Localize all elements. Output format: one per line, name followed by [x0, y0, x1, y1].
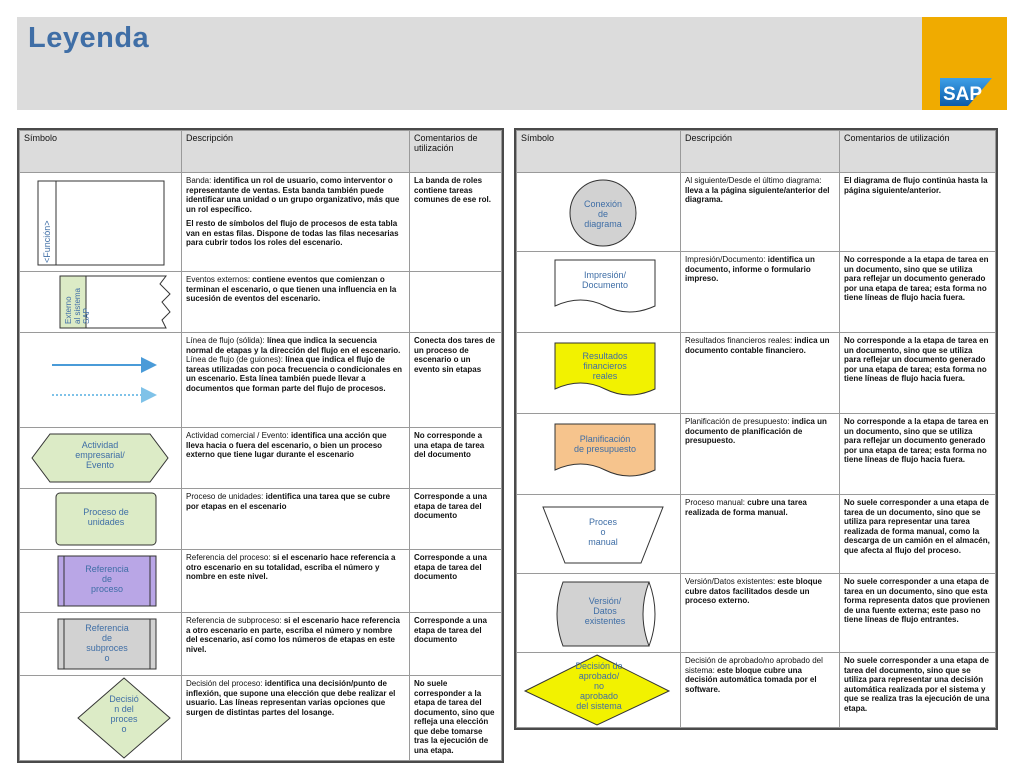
description-cell	[182, 489, 410, 550]
legend-row	[20, 173, 502, 272]
legend-row	[20, 428, 502, 489]
comment-cell: Conecta dos tares de un proceso de escenario o un evento sin etapas	[410, 333, 502, 428]
desc-term: Banda:	[186, 176, 212, 185]
desc-detail: este bloque cubre una decisión automática tomada por el software.	[685, 665, 817, 694]
description-cell	[182, 272, 410, 333]
comment-cell: No corresponde a la etapa de tarea en un documento, sino que se utiliza para reflejar un documento generado por una etapa de tarea; esta forma no tiene líneas de flujo hacia fuera.	[840, 333, 996, 414]
desc-detail: identifica un documento, informe o formulario impreso.	[685, 255, 815, 283]
comment-cell: Corresponde a una etapa de tarea del documento	[410, 550, 502, 613]
description-cell	[681, 414, 840, 495]
existing-data-shape	[517, 574, 679, 652]
description-cell	[182, 676, 410, 761]
external-event-shape	[20, 272, 180, 332]
unit-process-label: Proceso de unidades	[83, 507, 129, 527]
col-header-description: Descripción	[182, 131, 410, 173]
desc-term: Actividad comercial / Evento:	[186, 431, 289, 440]
legend-row	[20, 489, 502, 550]
legend-row	[517, 333, 996, 414]
desc-term: Referencia de subproceso:	[186, 616, 282, 625]
legend-row	[20, 272, 502, 333]
desc-term: Decisión de aprobado/no aprobado del sistema:	[685, 656, 823, 675]
financial-results-label: Resultados financieros reales	[582, 351, 628, 381]
comment-cell: No suele corresponder a la etapa de tarea del documento, sino que refleja una elección que debe tomarse tras la ejecución de una etapa.	[410, 676, 502, 761]
comment-cell: No corresponde a la etapa de tarea en un documento, sino que se utiliza para reflejar un documento generado por una etapa de tarea; esta forma no tiene líneas de flujo hacia fuera.	[840, 252, 996, 333]
description-cell	[182, 550, 410, 613]
process-reference-shape	[20, 550, 180, 612]
comment-cell: El diagrama de flujo continúa hasta la página siguiente/anterior.	[840, 173, 996, 252]
description-cell	[681, 173, 840, 252]
symbol-cell	[20, 550, 182, 613]
comment-cell: No suele corresponder a una etapa de tarea en un documento, sino que esta forma representa datos que provienen de una fuente externa; este paso no tiene líneas de flujo entrantes.	[840, 574, 996, 653]
desc-extra: El resto de símbolos del flujo de procesos de esta tabla van en estas filas. Dispone de todas las filas necesarias para cubrir todos los roles del escenario.	[186, 219, 399, 247]
symbol-cell	[517, 653, 681, 728]
desc-term: Resultados financieros reales:	[685, 336, 793, 345]
legend-row	[20, 613, 502, 676]
symbol-cell	[517, 574, 681, 653]
desc-detail: indica un documento contable financiero.	[685, 336, 830, 355]
symbol-cell	[20, 173, 182, 272]
description-cell	[182, 173, 410, 272]
header-band	[17, 17, 1007, 110]
sap-logo	[940, 78, 992, 106]
right-legend-table	[516, 130, 996, 728]
desc-term-2: Línea de flujo (de guiones):	[186, 355, 283, 364]
process-reference-label: Referencia de proceso	[85, 564, 129, 594]
col-header-description: Descripción	[681, 131, 840, 173]
role-band-label: <Función>	[42, 220, 52, 263]
desc-term: Impresión/Documento:	[685, 255, 766, 264]
comment-cell: Corresponde a una etapa de tarea del documento	[410, 613, 502, 676]
desc-term: Eventos externos:	[186, 275, 251, 284]
existing-data-label: Versión/ Datos existentes	[584, 596, 626, 626]
legend-row	[517, 574, 996, 653]
description-cell	[182, 613, 410, 676]
comment-cell: No suele corresponder a una etapa de tarea de un documento, sino que se utiliza para representar una tarea realizada de forma manual, como la descarga de un camión en el almacén, que afecta al flujo del proceso.	[840, 495, 996, 574]
desc-term: Referencia del proceso:	[186, 553, 271, 562]
external-event-label: Externoal sistemaSAP	[64, 287, 91, 324]
desc-term: Planificación de presupuesto:	[685, 417, 790, 426]
col-header-symbol: Símbolo	[20, 131, 182, 173]
desc-detail: cubre una tarea realizada de forma manual.	[685, 498, 807, 517]
desc-detail: si el escenario hace referencia a otro escenario en su totalidad, escriba el número y nombre en este nivel.	[186, 553, 396, 581]
comment-cell: Corresponde a una etapa de tarea del documento	[410, 489, 502, 550]
description-cell	[182, 428, 410, 489]
subprocess-reference-shape	[20, 613, 180, 675]
unit-process-shape	[20, 489, 180, 549]
desc-detail: identifica una acción que lleva hacia o fuera del escenario, o bien un proceso externo que tiene lugar durante el escenario	[186, 431, 387, 459]
legend-row	[517, 653, 996, 728]
desc-detail: indica un documento de planificación de presupuesto.	[685, 417, 827, 445]
comment-cell: No corresponde a una etapa de tarea del documento	[410, 428, 502, 489]
role-band-shape	[20, 173, 180, 271]
system-decision-shape	[517, 653, 679, 727]
desc-term: Decisión del proceso:	[186, 679, 263, 688]
print-document-shape	[517, 252, 679, 332]
budget-planning-shape	[517, 414, 679, 494]
business-activity-shape	[20, 428, 180, 488]
legend-row	[20, 676, 502, 761]
col-header-symbol: Símbolo	[517, 131, 681, 173]
symbol-cell	[20, 333, 182, 428]
symbol-cell	[20, 428, 182, 489]
symbol-cell	[20, 489, 182, 550]
sap-logo-text: SAP	[943, 84, 983, 105]
description-cell	[681, 495, 840, 574]
col-header-comments: Comentarios de utilización	[840, 131, 996, 173]
symbol-cell	[20, 676, 182, 761]
financial-results-shape	[517, 333, 679, 413]
page-title: Leyenda	[28, 22, 150, 54]
desc-detail: identifica una decisión/punto de inflexión, que supone una elección que debe realizar el usuario. Las líneas representan varias opciones que surgen de distintas partes del losange.	[186, 679, 396, 717]
legend-row	[20, 333, 502, 428]
flow-lines	[20, 333, 180, 427]
manual-process-label: Proces o manual	[588, 517, 618, 547]
symbol-cell	[517, 173, 681, 252]
budget-planning-label: Planificación de presupuesto	[573, 434, 637, 454]
col-header-comments: Comentarios de utilización	[410, 131, 502, 173]
process-decision-label: Decisió n del proces o	[109, 694, 139, 734]
desc-detail: contiene eventos que comienzan o terminan el escenario, o que tienen una influencia en la sucesión de eventos del escenario.	[186, 275, 397, 303]
symbol-cell	[20, 272, 182, 333]
description-cell	[681, 574, 840, 653]
legend-row	[517, 414, 996, 495]
desc-term: Al siguiente/Desde el último diagrama:	[685, 176, 822, 185]
desc-term: Proceso manual:	[685, 498, 746, 507]
desc-detail: identifica un rol de usuario, como interventor o representante de ventas. Esta banda también puede identificar una unidad o un grupo organizativo, más que un rol específico.	[186, 176, 400, 214]
left-legend-table	[19, 130, 502, 761]
desc-detail: si el escenario hace referencia a otro escenario en parte, escriba el número y nombre del escenario, así como los números de etapas en este nivel.	[186, 616, 400, 654]
desc-term: Línea de flujo (sólida):	[186, 336, 265, 345]
manual-process-shape	[517, 495, 679, 573]
desc-detail: este bloque cubre datos facilitados desde un proceso externo.	[685, 577, 822, 605]
legend-row	[20, 550, 502, 613]
symbol-cell	[20, 613, 182, 676]
comment-cell: No suele corresponder a una etapa de tarea del documento, sino que se utiliza para representar una decisión automática realizada por el sistema y que se realiza tras la ejecución de una etapa.	[840, 653, 996, 728]
comment-cell: La banda de roles contiene tareas comunes de ese rol.	[410, 173, 502, 272]
comment-cell: No corresponde a la etapa de tarea en un documento, sino que se utiliza para reflejar un documento generado por una etapa de tarea; esta forma no tiene líneas de flujo hacia fuera.	[840, 414, 996, 495]
desc-detail: línea que indica la secuencia normal de etapas y la dirección del flujo en el escenario.	[186, 336, 401, 355]
legend-row	[517, 173, 996, 252]
symbol-cell	[517, 333, 681, 414]
diagram-connection-shape	[517, 173, 679, 251]
legend-row	[517, 252, 996, 333]
description-cell	[182, 333, 410, 428]
symbol-cell	[517, 252, 681, 333]
desc-detail-2: línea que indica el flujo de tareas utilizadas con poca frecuencia o condicionales en un escenario. Esta línea también puede llevar a documentos que forman parte del flujo de procesos.	[186, 355, 403, 393]
legend-row	[517, 495, 996, 574]
desc-detail: identifica una tarea que se cubre por etapas en el escenario	[186, 492, 391, 511]
description-cell	[681, 252, 840, 333]
subprocess-reference-label: Referencia de subproces o	[85, 623, 129, 663]
system-decision-label: Decisión de aprobado/ no aprobado del sistema	[575, 661, 623, 711]
symbol-cell	[517, 495, 681, 574]
process-decision-shape	[20, 676, 180, 760]
diagram-connection-label: Conexión de diagrama	[583, 199, 623, 229]
desc-term: Proceso de unidades:	[186, 492, 264, 501]
description-cell	[681, 653, 840, 728]
desc-term: Versión/Datos existentes:	[685, 577, 776, 586]
business-activity-label: Actividad empresarial/ Evento	[75, 440, 125, 470]
description-cell	[681, 333, 840, 414]
comment-cell	[410, 272, 502, 333]
print-document-label: Impresión/ Documento	[581, 270, 629, 290]
symbol-cell	[517, 414, 681, 495]
desc-detail: lleva a la página siguiente/anterior del diagrama.	[685, 185, 830, 204]
